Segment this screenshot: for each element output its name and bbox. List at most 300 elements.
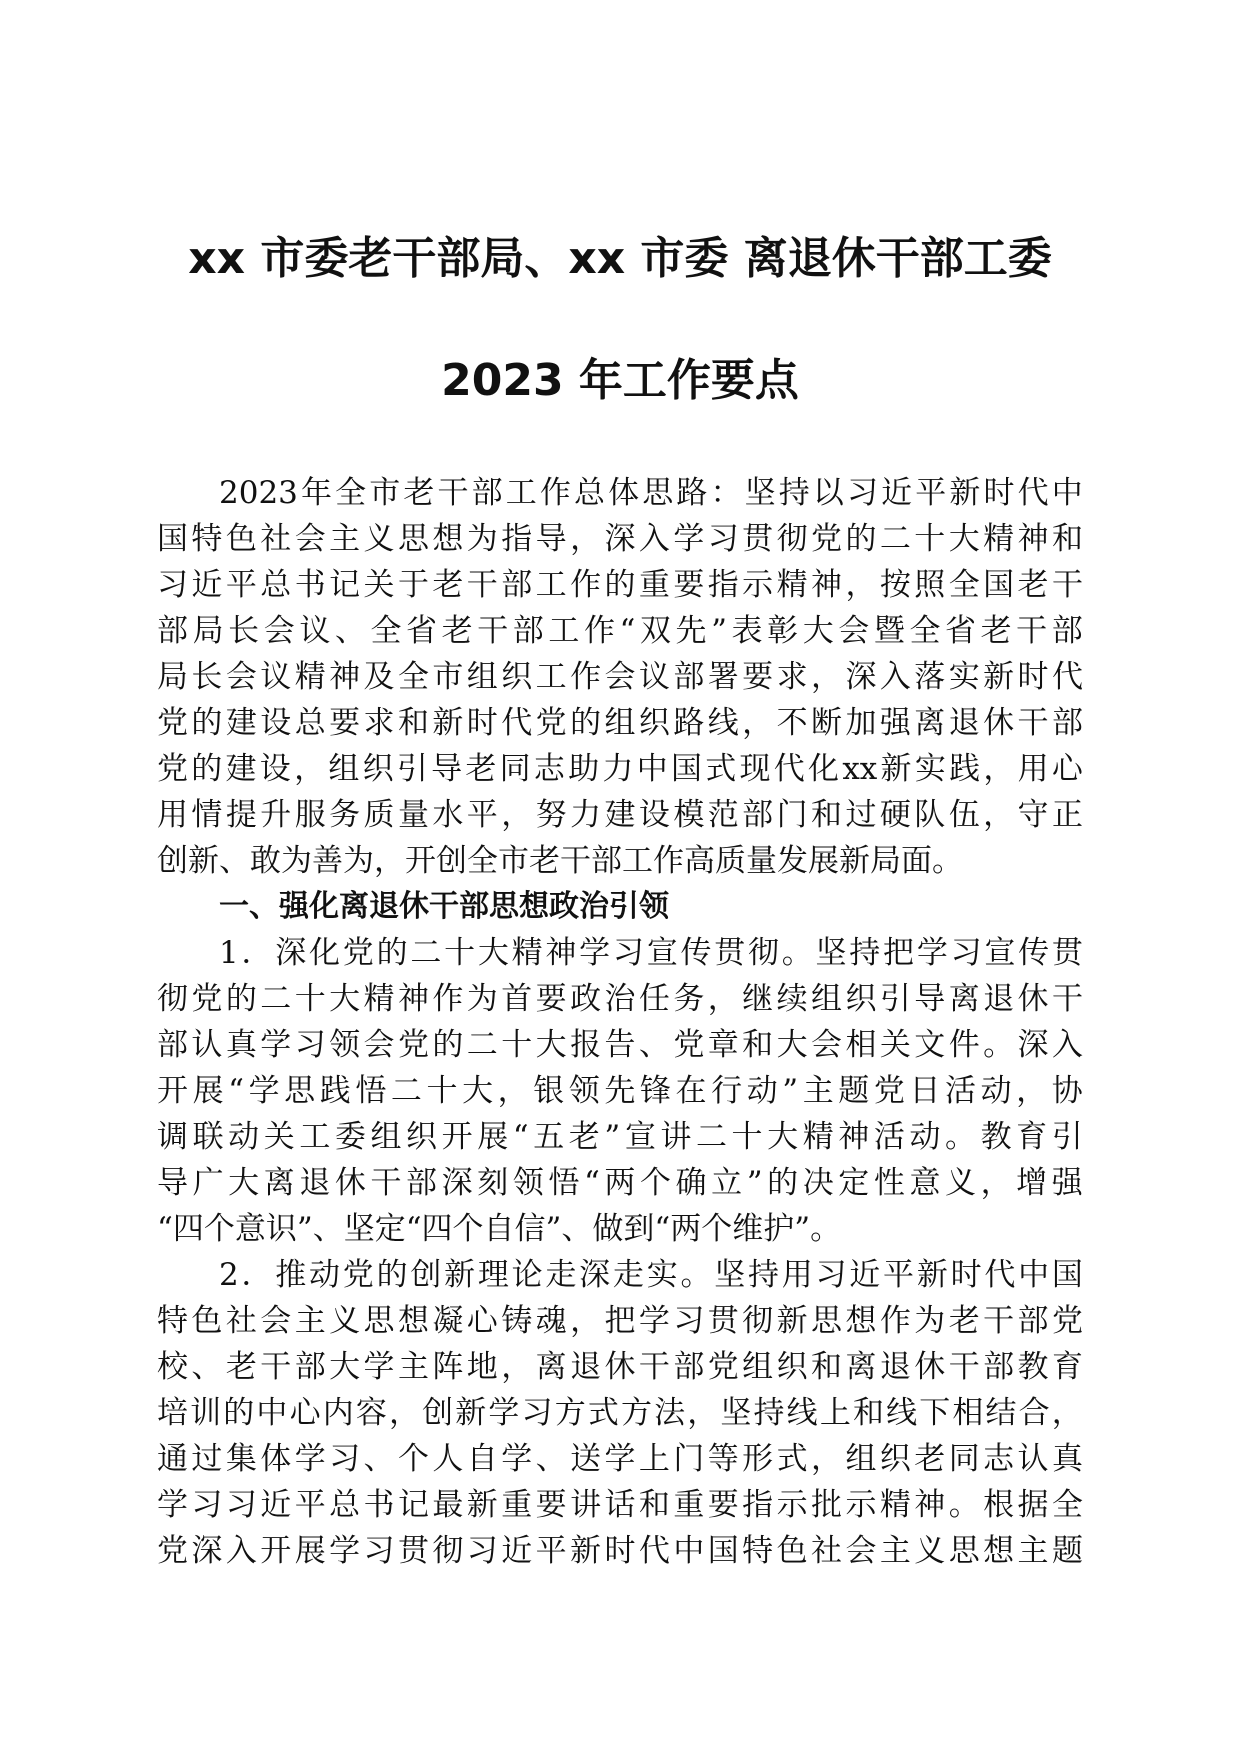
text-glyph: 部 — [157, 613, 188, 649]
text-glyph: 合 — [1018, 1395, 1050, 1431]
text-glyph: 传 — [680, 935, 712, 971]
text-glyph: 退 — [983, 981, 1015, 1017]
text-glyph: 心 — [289, 1395, 321, 1431]
text-glyph: 新 — [466, 1487, 498, 1523]
text-glyph: 组 — [845, 1441, 877, 1477]
text-glyph: 真 — [225, 1027, 257, 1063]
text-glyph: 的 — [191, 705, 223, 741]
text-glyph: 过 — [845, 797, 877, 833]
text-glyph: 议 — [299, 613, 331, 649]
text-glyph: 续 — [776, 981, 808, 1017]
text-glyph: 深 — [191, 1533, 223, 1569]
text-glyph: 法 — [654, 1395, 686, 1431]
text-glyph: 动 — [909, 1119, 941, 1155]
text-line — [157, 654, 1083, 700]
text-glyph: 2023 — [219, 475, 298, 511]
text-glyph: 导 — [535, 521, 567, 557]
text-glyph: 上 — [819, 1395, 851, 1431]
text-glyph: 集 — [225, 1441, 257, 1477]
text-glyph: 入 — [638, 521, 670, 557]
text-glyph: 方 — [620, 1395, 652, 1431]
text-line — [157, 1528, 1083, 1574]
text-glyph: 把 — [604, 1303, 636, 1339]
text-glyph: 认 — [1017, 1441, 1049, 1477]
text-glyph: 局 — [192, 613, 224, 649]
text-glyph: 干 — [437, 475, 469, 511]
text-glyph: 休 — [334, 1165, 366, 1201]
text-glyph: 的 — [432, 1027, 464, 1063]
text-glyph: 展 — [294, 1533, 326, 1569]
text-glyph: 党 — [1051, 1303, 1083, 1339]
text-glyph: 心 — [1051, 751, 1083, 787]
text-glyph: 培 — [157, 1395, 188, 1431]
text-glyph: 国 — [157, 521, 188, 557]
text-glyph: 活 — [945, 1073, 977, 1109]
text-glyph: 年 — [301, 475, 333, 511]
text-glyph: 志 — [983, 1441, 1015, 1477]
text-glyph: 水 — [432, 797, 464, 833]
text-glyph: 阵 — [432, 1349, 464, 1385]
text-glyph: 作 — [879, 1303, 911, 1339]
text-glyph: 主 — [294, 1303, 326, 1339]
text-glyph: 用 — [1017, 751, 1049, 787]
text-line: “四个意识”、坚定“四个自信”、做到“两个维护”。 — [157, 1211, 842, 1247]
text-glyph: 老 — [1017, 567, 1049, 603]
text-glyph: 以 — [812, 475, 844, 511]
text-glyph: 近 — [501, 1533, 533, 1569]
text-glyph: 和 — [811, 1349, 843, 1385]
text-glyph: 干 — [260, 1349, 292, 1385]
text-glyph: ， — [811, 1441, 843, 1477]
text-glyph: 为 — [914, 1303, 946, 1339]
text-glyph: 新 — [776, 1303, 808, 1339]
text-glyph: 论 — [511, 1257, 543, 1293]
text-glyph: 范 — [707, 797, 739, 833]
text-glyph: 主 — [879, 1533, 911, 1569]
text-glyph: 全 — [397, 659, 429, 695]
text-glyph: 学 — [579, 935, 611, 971]
text-glyph: 精 — [983, 521, 1015, 557]
text-glyph: 习 — [950, 935, 982, 971]
text-glyph: 学 — [248, 1073, 280, 1109]
text-glyph: 新 — [983, 659, 1015, 695]
text-glyph: 指 — [742, 1487, 774, 1523]
text-glyph: 设 — [259, 751, 291, 787]
text-glyph: 平 — [294, 1487, 326, 1523]
text-glyph: 意 — [909, 1165, 941, 1201]
text-glyph: 教 — [980, 1119, 1012, 1155]
text-glyph: 相 — [845, 1027, 877, 1063]
text-glyph: 量 — [397, 797, 429, 833]
text-glyph: 要 — [329, 705, 361, 741]
text-glyph: 用 — [781, 1257, 813, 1293]
text-glyph: 色 — [225, 521, 257, 557]
text-glyph: 老 — [432, 567, 464, 603]
text-glyph: 、 — [191, 1349, 223, 1385]
text-glyph: ， — [388, 1395, 420, 1431]
text-glyph: 铸 — [501, 1303, 533, 1339]
text-glyph: 干 — [948, 1349, 980, 1385]
text-glyph: 示 — [742, 567, 774, 603]
text-glyph: 平 — [225, 567, 257, 603]
text-glyph: 训 — [190, 1395, 222, 1431]
text-glyph: 化 — [808, 751, 840, 787]
text-glyph: 习 — [225, 1487, 257, 1523]
text-glyph: 习 — [612, 935, 644, 971]
text-glyph: ” — [782, 1073, 799, 1109]
text-glyph: 的 — [223, 1395, 255, 1431]
text-glyph: 义 — [945, 1165, 977, 1201]
text-glyph: 大 — [802, 613, 834, 649]
text-glyph: 锋 — [639, 1073, 671, 1109]
text-glyph: 正 — [1051, 797, 1083, 833]
text-glyph: 长 — [191, 659, 223, 695]
text-glyph: 会 — [838, 613, 870, 649]
text-glyph: 贯 — [742, 521, 774, 557]
text-glyph: 干 — [370, 1165, 402, 1201]
text-glyph: 送 — [570, 1441, 602, 1477]
text-glyph: 大 — [462, 1073, 494, 1109]
text-glyph: 组 — [370, 1119, 402, 1155]
text-glyph: 作 — [570, 659, 602, 695]
text-glyph: 最 — [432, 1487, 464, 1523]
text-glyph: 导 — [914, 981, 946, 1017]
text-glyph: 在 — [675, 1073, 707, 1109]
text-glyph: 十 — [444, 935, 476, 971]
text-glyph: 近 — [881, 475, 913, 511]
text-glyph: 助 — [568, 751, 600, 787]
text-glyph: 学 — [604, 1441, 636, 1477]
text-glyph: 平 — [466, 797, 498, 833]
text-glyph: 日 — [909, 1073, 941, 1109]
text-glyph: 坚 — [815, 935, 847, 971]
text-glyph: 用 — [157, 797, 188, 833]
text-glyph: 社 — [811, 1533, 843, 1569]
text-glyph: 要 — [742, 659, 774, 695]
text-glyph: 十 — [501, 1027, 533, 1063]
text-glyph: 老 — [465, 751, 497, 787]
text-glyph: 新 — [916, 1257, 948, 1293]
text-glyph: “ — [583, 1165, 600, 1201]
text-glyph: 领 — [329, 1027, 361, 1063]
text-glyph: 十 — [294, 981, 326, 1017]
text-glyph: 宣 — [984, 935, 1016, 971]
text-glyph: 老 — [441, 613, 473, 649]
text-glyph: 彻 — [747, 935, 779, 971]
text-glyph: 组 — [742, 1349, 774, 1385]
text-glyph: 开 — [441, 1119, 473, 1155]
text-glyph: 讲 — [660, 1119, 692, 1155]
text-glyph: ， — [845, 567, 877, 603]
text-glyph: 主 — [1017, 1533, 1049, 1569]
text-glyph: 创 — [410, 1257, 442, 1293]
text-glyph: 文 — [914, 1027, 946, 1063]
text-glyph: 织 — [501, 659, 533, 695]
text-glyph: 强 — [879, 705, 911, 741]
text-glyph: ， — [983, 751, 1015, 787]
text-glyph: 过 — [191, 1441, 223, 1477]
section-item-1 — [157, 930, 1083, 1252]
text-glyph: 党 — [191, 981, 223, 1017]
text-glyph: 干 — [477, 613, 509, 649]
text-glyph: 升 — [260, 797, 292, 833]
text-glyph: 体 — [608, 475, 640, 511]
text-glyph: 全 — [335, 475, 367, 511]
text-glyph: 政 — [570, 981, 602, 1017]
text-glyph: 强 — [1051, 1165, 1083, 1201]
text-glyph: 创 — [422, 1395, 454, 1431]
text-glyph: 悟 — [548, 1165, 580, 1201]
text-glyph: 部 — [673, 1349, 705, 1385]
text-glyph: 入 — [1051, 1027, 1083, 1063]
text-glyph: 社 — [260, 521, 292, 557]
text-glyph: 设 — [260, 705, 292, 741]
text-glyph: ， — [707, 981, 739, 1017]
text-glyph: 思 — [811, 1303, 843, 1339]
text-glyph: 五 — [533, 1119, 565, 1155]
text-glyph: 。 — [983, 1027, 1015, 1063]
text-glyph: 批 — [811, 1487, 843, 1523]
text-glyph: 部 — [471, 475, 503, 511]
text-glyph: 确 — [675, 1165, 707, 1201]
text-glyph: 休 — [604, 1349, 636, 1385]
text-glyph: ， — [811, 659, 843, 695]
text-glyph: 。 — [781, 935, 813, 971]
text-glyph: 同 — [499, 751, 531, 787]
text-glyph: 神 — [838, 1119, 870, 1155]
text-glyph: 学 — [488, 1395, 520, 1431]
text-line — [157, 1436, 1083, 1482]
text-glyph: 实 — [948, 659, 980, 695]
text-glyph: 彻 — [742, 1303, 774, 1339]
text-glyph: ： — [710, 475, 742, 511]
text-glyph: 线 — [707, 705, 739, 741]
text-glyph: 决 — [802, 1165, 834, 1201]
text-glyph: 平 — [535, 1533, 567, 1569]
text-glyph: 性 — [873, 1165, 905, 1201]
text-glyph: 要 — [673, 567, 705, 603]
text-glyph: 加 — [845, 705, 877, 741]
text-glyph: 市 — [369, 475, 401, 511]
text-glyph: 式 — [705, 751, 737, 787]
text-glyph: 坚 — [744, 475, 776, 511]
text-glyph: 代 — [773, 751, 805, 787]
text-glyph: 增 — [1016, 1165, 1048, 1201]
text-glyph: 守 — [1017, 797, 1049, 833]
text-glyph: 休 — [1017, 981, 1049, 1017]
text-glyph: 思 — [284, 1073, 316, 1109]
text-glyph: 二 — [695, 1119, 727, 1155]
text-glyph: 近 — [260, 1487, 292, 1523]
text-glyph: ， — [1051, 1395, 1083, 1431]
text-glyph: 老 — [948, 1303, 980, 1339]
text-glyph: 队 — [914, 797, 946, 833]
text-glyph: “ — [228, 1073, 245, 1109]
text-glyph: 路 — [676, 475, 708, 511]
text-glyph: 学 — [157, 1487, 188, 1523]
text-glyph: 贯 — [707, 1303, 739, 1339]
text-glyph: 凝 — [432, 1303, 464, 1339]
text-glyph: 彻 — [432, 1533, 464, 1569]
text-glyph: 时 — [1017, 659, 1049, 695]
text-glyph: 贯 — [397, 1533, 429, 1569]
text-glyph: 国 — [707, 1533, 739, 1569]
text-glyph: 织 — [638, 705, 670, 741]
text-glyph: 时 — [950, 1257, 982, 1293]
text-glyph: 的 — [191, 751, 223, 787]
document-title-line-1: xx 市委老干部局、xx 市委 离退休干部工委 — [188, 233, 1052, 284]
text-glyph: 会 — [225, 659, 257, 695]
text-glyph: 示 — [776, 1487, 808, 1523]
text-glyph: 干 — [466, 567, 498, 603]
text-glyph: 想 — [397, 1303, 429, 1339]
text-glyph: 省 — [945, 613, 977, 649]
text-glyph: 党 — [397, 1027, 429, 1063]
text-glyph: 议 — [260, 659, 292, 695]
text-glyph: 示 — [845, 1487, 877, 1523]
text-glyph: 会 — [845, 1533, 877, 1569]
text-glyph: 退 — [879, 1349, 911, 1385]
text-glyph: 精 — [802, 1119, 834, 1155]
text-glyph: 任 — [638, 981, 670, 1017]
text-glyph: 总 — [260, 567, 292, 603]
text-glyph: 织 — [776, 1349, 808, 1385]
text-glyph: 容 — [355, 1395, 387, 1431]
text-glyph: 结 — [985, 1395, 1017, 1431]
text-glyph: 实 — [914, 751, 946, 787]
text-glyph: 件 — [948, 1027, 980, 1063]
text-glyph: 组 — [604, 705, 636, 741]
text-glyph: 关 — [363, 567, 395, 603]
text-glyph: 精 — [776, 567, 808, 603]
text-line — [157, 1160, 1083, 1206]
text-line — [157, 976, 1083, 1022]
text-glyph: 书 — [363, 1487, 395, 1523]
text-glyph: 习 — [157, 567, 188, 603]
text-glyph: 大 — [776, 1027, 808, 1063]
text-glyph: 作 — [539, 475, 571, 511]
text-glyph: 题 — [838, 1073, 870, 1109]
text-line — [157, 1344, 1083, 1390]
text-glyph: 老 — [225, 1349, 257, 1385]
text-glyph: 干 — [1017, 705, 1049, 741]
text-glyph: 领 — [568, 1073, 600, 1109]
text-glyph: 表 — [731, 613, 763, 649]
text-glyph: 求 — [776, 659, 808, 695]
text-glyph: 义 — [914, 1533, 946, 1569]
text-glyph: 平 — [915, 475, 947, 511]
text-glyph: 育 — [1016, 1119, 1048, 1155]
text-glyph: 大 — [477, 935, 509, 971]
section-heading: 一、强化离退休干部思想政治引领 — [219, 889, 669, 924]
text-glyph: 部 — [742, 797, 774, 833]
text-glyph: 导 — [431, 751, 463, 787]
text-glyph: 魂 — [535, 1303, 567, 1339]
text-glyph: 十 — [426, 1073, 458, 1109]
text-glyph: 中 — [1018, 1257, 1050, 1293]
text-glyph: 个 — [639, 1165, 671, 1201]
text-glyph: 开 — [260, 1533, 292, 1569]
text-glyph: 和 — [811, 797, 843, 833]
text-glyph: 工 — [548, 613, 580, 649]
text-glyph: 义 — [329, 1303, 361, 1339]
text-glyph: 贯 — [1051, 935, 1083, 971]
text-glyph: 暨 — [873, 613, 905, 649]
text-glyph: 育 — [1051, 1349, 1083, 1385]
text-glyph: 习 — [707, 521, 739, 557]
text-glyph: 党 — [707, 1349, 739, 1385]
text-glyph: 为 — [466, 521, 498, 557]
text-glyph: 宣 — [624, 1119, 656, 1155]
text-glyph: 持 — [753, 1395, 785, 1431]
text-glyph: 下 — [919, 1395, 951, 1431]
text-glyph: 党 — [157, 751, 188, 787]
text-glyph: 和 — [852, 1395, 884, 1431]
text-glyph: 会 — [260, 1303, 292, 1339]
text-glyph: ， — [570, 1303, 602, 1339]
text-glyph: 、 — [363, 1441, 395, 1477]
text-glyph: 离 — [914, 705, 946, 741]
text-glyph: 不 — [776, 705, 808, 741]
text-glyph: 指 — [501, 521, 533, 557]
text-glyph: 按 — [879, 567, 911, 603]
text-glyph: 关 — [263, 1119, 295, 1155]
text-glyph: 大 — [228, 1165, 260, 1201]
text-line — [157, 1114, 1083, 1160]
text-glyph: 要 — [707, 1487, 739, 1523]
text-glyph: 长 — [228, 613, 260, 649]
text-glyph: 神 — [1017, 521, 1049, 557]
text-glyph: 习 — [294, 1027, 326, 1063]
text-glyph: 深 — [441, 1165, 473, 1201]
text-glyph: 干 — [1051, 981, 1083, 1017]
text-glyph: 大 — [329, 1349, 361, 1385]
text-glyph: 休 — [983, 705, 1015, 741]
text-glyph: 、 — [334, 613, 366, 649]
text-glyph: ， — [742, 705, 774, 741]
text-glyph: 精 — [363, 981, 395, 1017]
text-glyph: 离 — [948, 981, 980, 1017]
text-glyph: 人 — [432, 1441, 464, 1477]
text-glyph: 部 — [294, 1349, 326, 1385]
text-glyph: 习 — [329, 1441, 361, 1477]
text-glyph: 新 — [432, 705, 464, 741]
text-glyph: 走 — [612, 1257, 644, 1293]
text-glyph: 贯 — [714, 935, 746, 971]
text-line — [157, 516, 1083, 562]
text-glyph: 党 — [157, 705, 188, 741]
text-glyph: 双 — [639, 613, 671, 649]
text-glyph: 的 — [604, 567, 636, 603]
text-glyph: 路 — [673, 705, 705, 741]
text-glyph: 校 — [157, 1349, 188, 1385]
text-glyph: ， — [294, 751, 326, 787]
text-glyph: 义 — [363, 521, 395, 557]
text-glyph: 现 — [739, 751, 771, 787]
text-glyph: 据 — [1017, 1487, 1049, 1523]
document-body — [157, 470, 1083, 1574]
text-glyph: ” — [746, 1165, 763, 1201]
text-glyph: 心 — [466, 1303, 498, 1339]
text-glyph: 及 — [363, 659, 395, 695]
text-glyph: 市 — [432, 659, 464, 695]
text-glyph: 干 — [638, 1349, 670, 1385]
text-glyph: 真 — [1051, 1441, 1083, 1477]
text-glyph: 两 — [604, 1165, 636, 1201]
text-glyph: 式 — [587, 1395, 619, 1431]
text-glyph: 习 — [191, 1487, 223, 1523]
text-glyph: ， — [980, 1165, 1012, 1201]
